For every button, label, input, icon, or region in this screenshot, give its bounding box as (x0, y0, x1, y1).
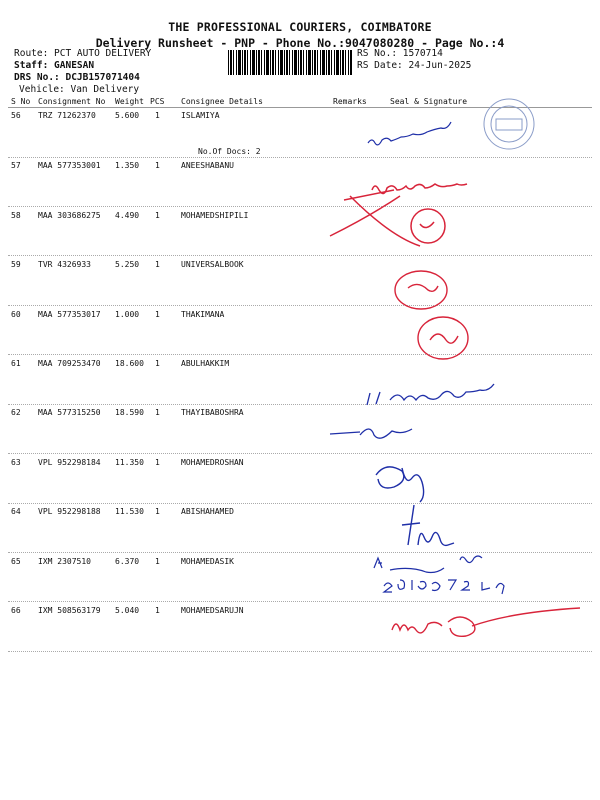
runsheet-subtitle: Delivery Runsheet - PNP - Phone No.:9047080280 - Page No.:4 (95, 36, 505, 50)
row-sno: 59 (11, 260, 21, 269)
row-consignment: VPL 952298184 (38, 458, 101, 467)
row-consignment: TVR 4326933 (38, 260, 91, 269)
signature-row64 (402, 505, 454, 545)
col-sno: S No (11, 97, 31, 106)
row-pcs: 1 (155, 458, 160, 467)
col-seal-signature: Seal & Signature (390, 97, 468, 106)
row-sno: 62 (11, 408, 21, 417)
row-weight: 5.040 (115, 606, 140, 615)
row-consignee: THAKIMANA (181, 310, 225, 319)
row-consignment: IXM 2307510 (38, 557, 91, 566)
row-sno: 60 (11, 310, 21, 319)
row-consignee: THAYIBABOSHRA (181, 408, 244, 417)
row-pcs: 1 (155, 310, 160, 319)
row-sno: 58 (11, 211, 21, 220)
row-sno: 66 (11, 606, 21, 615)
row-pcs: 1 (155, 408, 160, 417)
row-consignment: VPL 952298188 (38, 507, 101, 516)
row-pcs: 1 (155, 111, 160, 120)
col-consignment: Consignment No (38, 97, 106, 106)
row-consignee: MOHAMEDROSHAN (181, 458, 244, 467)
col-weight: Weight (115, 97, 144, 106)
row-weight: 4.490 (115, 211, 140, 220)
row-pcs: 1 (155, 606, 160, 615)
row-consignment: TRZ 71262370 (38, 111, 96, 120)
row-consignee: ABISHAHAMED (181, 507, 234, 516)
row-consignment: MAA 577353001 (38, 161, 101, 170)
row-consignment: MAA 577315250 (38, 408, 101, 417)
company-title: THE PROFESSIONAL COURIERS, COIMBATORE (168, 20, 432, 34)
row-sno: 56 (11, 111, 21, 120)
row-consignee: MOHAMEDSARUJN (181, 606, 244, 615)
row-consignment: MAA 303686275 (38, 211, 101, 220)
row-consignment: MAA 709253470 (38, 359, 101, 368)
signature-row63 (376, 467, 424, 502)
col-pcs: PCS (150, 97, 165, 106)
row-sno: 61 (11, 359, 21, 368)
signature-row62 (330, 384, 494, 438)
row-consignee: MOHAMEDASIK (181, 557, 234, 566)
staff-label: Staff: GANESAN (14, 60, 95, 71)
row-consignment: MAA 577353017 (38, 310, 101, 319)
row-sno: 63 (11, 458, 21, 467)
office-stamp (484, 99, 534, 149)
signature-row60 (418, 317, 468, 359)
row-sno: 65 (11, 557, 21, 566)
col-consignee: Consignee Details (181, 97, 263, 106)
row-weight: 6.370 (115, 557, 140, 566)
row-pcs: 1 (155, 211, 160, 220)
row-weight: 11.350 (115, 458, 144, 467)
vehicle-label: Vehicle: Van Delivery (19, 84, 140, 95)
row-consignment: IXM 508563179 (38, 606, 101, 615)
signature-row66 (392, 608, 580, 636)
row-weight: 18.590 (115, 408, 144, 417)
row-consignee: UNIVERSALBOOK (181, 260, 244, 269)
row-consignee: ABULHAKKIM (181, 359, 230, 368)
row-pcs: 1 (155, 507, 160, 516)
row-sno: 64 (11, 507, 21, 516)
row-docs-note: No.Of Docs: 2 (198, 147, 261, 156)
row-pcs: 1 (155, 557, 160, 566)
row-pcs: 1 (155, 161, 160, 170)
signature-row59 (395, 271, 447, 309)
signature-row56 (368, 122, 451, 145)
row-sno: 57 (11, 161, 21, 170)
row-weight: 1.350 (115, 161, 140, 170)
row-consignee: MOHAMEDSHIPILI (181, 211, 249, 220)
row-weight: 1.000 (115, 310, 140, 319)
row-consignee: ISLAMIYA (181, 111, 220, 120)
col-remarks: Remarks (333, 97, 367, 106)
rs-number: RS No.: 1570714 (357, 48, 443, 59)
signature-row65 (374, 556, 504, 594)
row-weight: 18.600 (115, 359, 144, 368)
row-pcs: 1 (155, 260, 160, 269)
row-consignee: ANEESHABANU (181, 161, 234, 170)
row-weight: 11.530 (115, 507, 144, 516)
row-weight: 5.600 (115, 111, 140, 120)
signature-row58 (330, 184, 467, 246)
row-pcs: 1 (155, 359, 160, 368)
row-weight: 5.250 (115, 260, 140, 269)
drs-number: DRS No.: DCJB157071404 (14, 72, 140, 83)
rs-date: RS Date: 24-Jun-2025 (357, 60, 472, 71)
route-label: Route: PCT AUTO DELIVERY (14, 48, 152, 59)
